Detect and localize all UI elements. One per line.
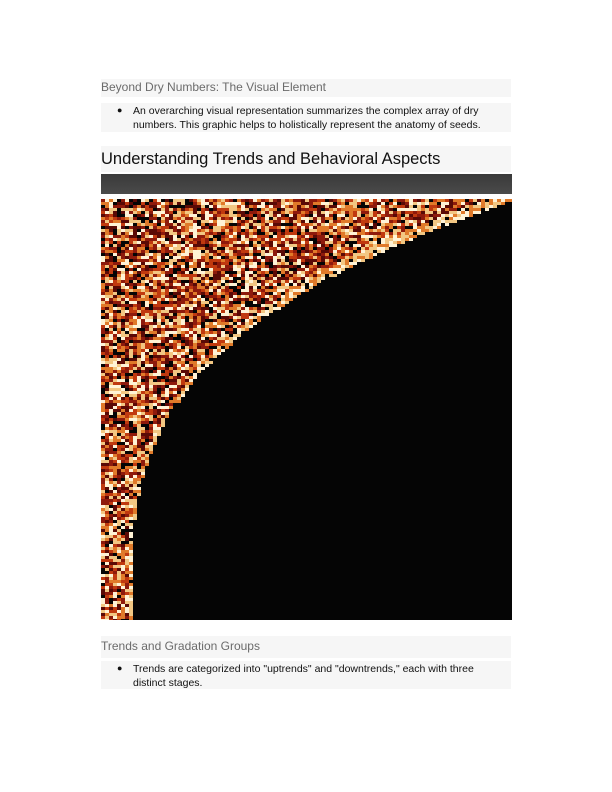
figure-header-bar (101, 174, 512, 194)
bullet-icon: ● (117, 663, 123, 673)
section-heading-trends (101, 146, 511, 172)
bullet-text: Trends are categorized into "uptrends" and "downtrends," each with three distinct stages. (133, 663, 474, 689)
seed-anatomy-figure (101, 199, 512, 620)
heading-text: Trends and Gradation Groups (101, 639, 260, 653)
bullet-icon: ● (117, 105, 123, 115)
heading-text: Beyond Dry Numbers: The Visual Element (101, 80, 326, 94)
bullet-text: An overarching visual representation summarizes the complex array of dry numbers. This graphic helps to holistically represent the anatomy of seeds. (133, 105, 481, 131)
section-heading-visual-element (101, 79, 511, 97)
section-heading-gradation-groups (101, 636, 511, 658)
seed-anatomy-graphic (101, 199, 512, 620)
heading-text: Understanding Trends and Behavioral Aspects (101, 150, 441, 168)
list-item (101, 661, 511, 689)
list-item (101, 103, 511, 132)
